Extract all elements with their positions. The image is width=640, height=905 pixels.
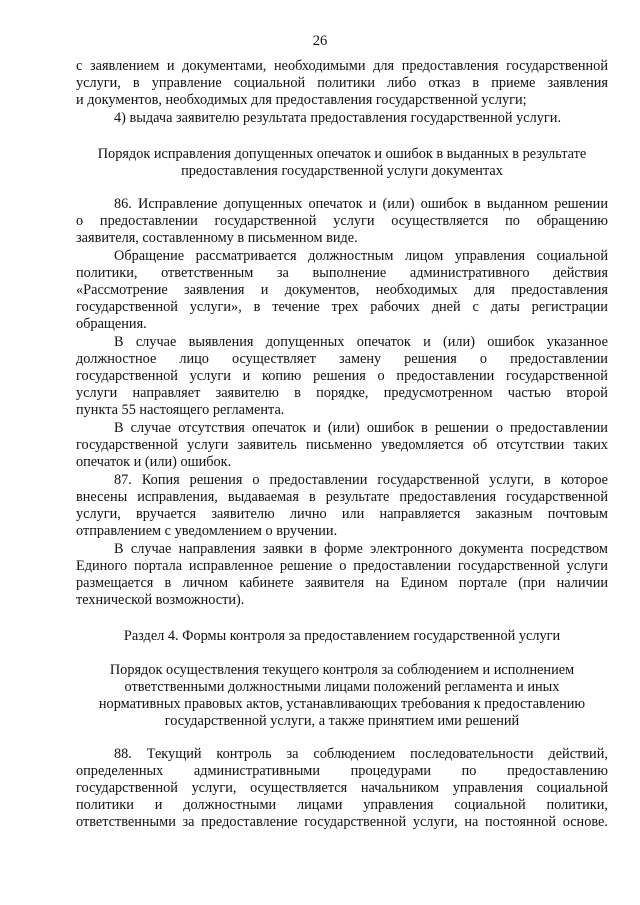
word: документа	[459, 541, 524, 557]
word: случае	[135, 334, 177, 350]
word: замену	[338, 351, 382, 367]
word: управление	[151, 75, 222, 91]
word: случае	[130, 420, 172, 436]
word: лицами	[296, 797, 343, 813]
word: кабинете	[239, 575, 294, 591]
word: предоставлении	[396, 368, 495, 384]
word: государственной	[506, 58, 608, 74]
word: услуги,	[76, 506, 121, 522]
word: ошибок	[487, 334, 535, 350]
text-line: обращения.	[76, 316, 147, 332]
heading-line: Порядок исправления допущенных опечаток и ошибок в выданных в результате	[97, 146, 587, 162]
word: заказным	[475, 506, 533, 522]
word: процедурами	[350, 763, 432, 779]
word: или	[341, 506, 365, 522]
text-line: технической возможности).	[76, 592, 245, 608]
word: решения	[404, 351, 457, 367]
word: предоставление	[201, 814, 298, 830]
text-line	[76, 763, 608, 780]
word: и	[313, 420, 321, 436]
word: почтовым	[547, 506, 608, 522]
word: социальной	[454, 797, 526, 813]
text-line: заявителя, составленному в письменном виде.	[76, 230, 358, 246]
word: услуги,	[76, 75, 121, 91]
word: услуги	[333, 213, 375, 229]
word: о	[495, 420, 503, 436]
word: соблюдением	[313, 746, 396, 762]
word: портала	[133, 558, 183, 574]
word: 88.	[114, 746, 132, 762]
word: основе.	[562, 814, 608, 830]
word: решении	[554, 196, 608, 212]
word: управления	[454, 248, 526, 264]
word: исправленное	[188, 558, 274, 574]
text-line	[114, 248, 608, 265]
word: указанное	[546, 334, 608, 350]
word: должностными	[183, 797, 277, 813]
word: отказ	[428, 75, 461, 91]
word: в	[164, 575, 172, 591]
word: по	[505, 213, 520, 229]
word: заявлением	[89, 58, 160, 74]
text-line	[76, 814, 608, 831]
word: услуги	[76, 385, 118, 401]
text-line	[114, 196, 608, 213]
word: осуществляет	[231, 351, 316, 367]
word: и	[242, 368, 251, 384]
word: В	[114, 420, 124, 436]
word: административного	[409, 265, 530, 281]
word: вручается	[136, 506, 197, 522]
word: и	[154, 797, 163, 813]
word: действий,	[548, 746, 608, 762]
word: второй	[566, 385, 608, 401]
word: В	[114, 541, 124, 557]
word: необходимых	[375, 282, 458, 298]
word: о	[339, 558, 347, 574]
text-line	[76, 58, 608, 75]
word: таких	[573, 437, 608, 453]
word: «Рассмотрение	[76, 282, 168, 298]
word: осуществляется	[250, 780, 348, 796]
word: предоставлении	[353, 558, 452, 574]
text-line: и документов, необходимых для предоставления государственной услуги;	[76, 92, 527, 108]
word: о	[76, 213, 84, 229]
word: услуги»,	[189, 299, 242, 315]
word: документов,	[284, 282, 360, 298]
word: (или)	[443, 334, 475, 350]
word: ошибок	[420, 196, 468, 212]
word: Копия	[141, 472, 180, 488]
word: опечаток	[251, 420, 307, 436]
word: в	[310, 541, 317, 557]
text-line	[114, 746, 608, 763]
word: социальной	[536, 780, 608, 796]
word: уведомляется	[381, 437, 464, 453]
word: за	[276, 265, 289, 281]
text-line	[114, 334, 608, 351]
word: в	[421, 420, 428, 436]
heading-line: Раздел 4. Формы контроля за предоставлением государственной услуги	[123, 628, 561, 644]
word: размещается	[76, 575, 154, 591]
word: заявки	[262, 541, 303, 557]
word: государственной	[506, 489, 608, 505]
word: последовательности	[410, 746, 534, 762]
word: должностное	[76, 351, 157, 367]
heading-line: государственной услуги, а также принятием ими решений	[164, 713, 520, 729]
word: государственной	[457, 558, 560, 574]
word: результате	[325, 489, 390, 505]
word: заявления	[547, 75, 608, 91]
word: Обращение	[114, 248, 185, 264]
text-line	[76, 797, 608, 814]
word: выявления	[188, 334, 254, 350]
word: частью	[507, 385, 552, 401]
word: по	[461, 763, 477, 779]
word: заявления	[184, 282, 245, 298]
word: выданном	[486, 196, 549, 212]
word: предоставлению	[507, 763, 608, 779]
word: выполнение	[312, 265, 387, 281]
word: начальником	[360, 780, 440, 796]
word: контроль	[216, 746, 272, 762]
text-line	[76, 351, 608, 368]
text-line: 4) выдача заявителю результата предоставления государственной услуги.	[114, 110, 562, 126]
word: действия	[553, 265, 608, 281]
word: и	[166, 58, 175, 74]
word: за	[286, 746, 299, 762]
word: случае	[130, 541, 172, 557]
word: услуги,	[191, 780, 237, 796]
word: для	[373, 58, 395, 74]
word: решения	[189, 472, 243, 488]
word: портале	[458, 575, 508, 591]
text-line	[114, 420, 608, 437]
word: в	[544, 472, 551, 488]
word: ответственными	[76, 814, 176, 830]
word: необходимыми	[273, 58, 366, 74]
word: предоставлении	[99, 213, 198, 229]
word: социальной	[233, 75, 306, 91]
word: решение	[279, 558, 333, 574]
word: выдаваемая	[227, 489, 299, 505]
text-line	[114, 541, 608, 558]
word: 86.	[114, 196, 132, 212]
word: отсутствия	[178, 420, 245, 436]
word: предоставлении	[269, 472, 368, 488]
word: опечаток	[356, 334, 411, 350]
word: направляется	[379, 506, 461, 522]
word: посредством	[530, 541, 608, 557]
word: и	[423, 334, 431, 350]
word: о	[377, 368, 385, 384]
text-line	[76, 368, 608, 385]
word: (или)	[382, 196, 415, 212]
word: Единого	[76, 558, 128, 574]
word: постоянной	[484, 814, 557, 830]
word: наличии	[556, 575, 608, 591]
word: и	[368, 196, 377, 212]
word: в	[473, 196, 481, 212]
word: решения	[313, 368, 366, 384]
word: Исправление	[138, 196, 218, 212]
word: политики,	[76, 265, 138, 281]
word: политики,	[546, 797, 608, 813]
word: о	[252, 472, 260, 488]
text-line	[76, 282, 608, 299]
word: ошибок	[366, 420, 415, 436]
word: заявителю	[215, 385, 279, 401]
word: на	[375, 575, 390, 591]
word: за	[182, 814, 195, 830]
word: заявителю	[211, 506, 275, 522]
text-line	[76, 385, 608, 402]
word: которое	[560, 472, 608, 488]
word: В	[114, 334, 124, 350]
word: политики	[76, 797, 134, 813]
word: в	[132, 75, 140, 91]
word: государственной	[76, 437, 178, 453]
word: лицо	[179, 351, 209, 367]
word: отсутствии	[496, 437, 565, 453]
word: государственной	[377, 472, 480, 488]
text-line	[76, 265, 608, 282]
word: государственной	[304, 814, 407, 830]
word: (при	[518, 575, 546, 591]
text-line	[76, 437, 608, 454]
word: предоставлении	[510, 351, 608, 367]
word: предоставления	[401, 58, 499, 74]
word: с	[472, 299, 479, 315]
word: административными	[193, 763, 321, 779]
word: предоставления	[511, 282, 608, 298]
word: Текущий	[146, 746, 202, 762]
word: и	[260, 282, 269, 298]
word: исправления,	[137, 489, 218, 505]
heading-line: Порядок осуществления текущего контроля за соблюдением и исполнением	[109, 662, 575, 678]
word: письменно	[305, 437, 372, 453]
word: в	[308, 489, 316, 505]
word: рассматривается	[195, 248, 297, 264]
word: допущенных	[223, 196, 303, 212]
text-line	[76, 489, 608, 506]
word: осуществляется	[391, 213, 489, 229]
word: ответственным	[161, 265, 254, 281]
word: государственной	[76, 780, 178, 796]
word: услуги,	[412, 814, 458, 830]
word: (или)	[327, 420, 360, 436]
word: электронного	[370, 541, 453, 557]
word: определенных	[76, 763, 164, 779]
word: Едином	[400, 575, 448, 591]
word: предоставления	[399, 489, 497, 505]
word: порядке,	[316, 385, 369, 401]
heading-line: предоставления государственной услуги документах	[181, 163, 503, 179]
text-line: опечаток и (или) ошибок.	[76, 454, 232, 470]
word: услуги,	[489, 472, 535, 488]
heading-line: ответственными должностными лицами положений регламента и иных	[124, 679, 560, 695]
word: копию	[262, 368, 302, 384]
word: услуги	[187, 437, 229, 453]
text-line	[114, 472, 608, 489]
page-number: 26	[312, 33, 328, 49]
word: в	[294, 385, 301, 401]
word: управления	[452, 780, 523, 796]
word: государственной	[506, 368, 608, 384]
word: регистрации	[531, 299, 608, 315]
word: направляет	[132, 385, 201, 401]
word: допущенных	[265, 334, 345, 350]
word: предоставлении	[510, 420, 608, 436]
word: должностным	[308, 248, 394, 264]
word: на	[464, 814, 479, 830]
word: течение	[272, 299, 320, 315]
word: опечаток	[308, 196, 363, 212]
text-line	[76, 213, 608, 230]
word: предусмотренном	[383, 385, 493, 401]
word: в	[472, 75, 480, 91]
word: личном	[182, 575, 229, 591]
word: решении	[434, 420, 489, 436]
text-line	[76, 558, 608, 575]
heading-line: нормативных правовых актов, устанавливающих требования к предоставлению	[98, 696, 586, 712]
text-line	[76, 299, 608, 316]
word: либо	[387, 75, 417, 91]
word: направления	[178, 541, 256, 557]
word: даты	[490, 299, 520, 315]
text-line	[76, 780, 608, 797]
word: политики	[317, 75, 376, 91]
word: государственной	[76, 368, 178, 384]
word: лицом	[404, 248, 444, 264]
word: социальной	[536, 248, 608, 264]
word: об	[472, 437, 488, 453]
word: форме	[324, 541, 363, 557]
word: дней	[431, 299, 461, 315]
word: приеме	[491, 75, 536, 91]
text-line	[76, 75, 608, 92]
word: о	[479, 351, 488, 367]
word: государственной	[214, 213, 317, 229]
text-line	[76, 506, 608, 523]
word: трех	[331, 299, 359, 315]
word: государственной	[76, 299, 178, 315]
text-line	[76, 575, 608, 592]
word: заявителя	[304, 575, 365, 591]
word: внесены	[76, 489, 128, 505]
word: услуги	[566, 558, 608, 574]
word: 87.	[114, 472, 132, 488]
word: лично	[289, 506, 327, 522]
word: в	[253, 299, 261, 315]
word: обращению	[536, 213, 608, 229]
word: управления	[363, 797, 434, 813]
word: заявитель	[237, 437, 297, 453]
word: для	[473, 282, 495, 298]
word: документами,	[182, 58, 267, 74]
text-line: пункта 55 настоящего регламента.	[76, 402, 285, 418]
word: услуги	[189, 368, 231, 384]
word: с	[76, 58, 83, 74]
word: рабочих	[370, 299, 420, 315]
text-line: отправлением с уведомлением о вручении.	[76, 523, 338, 539]
